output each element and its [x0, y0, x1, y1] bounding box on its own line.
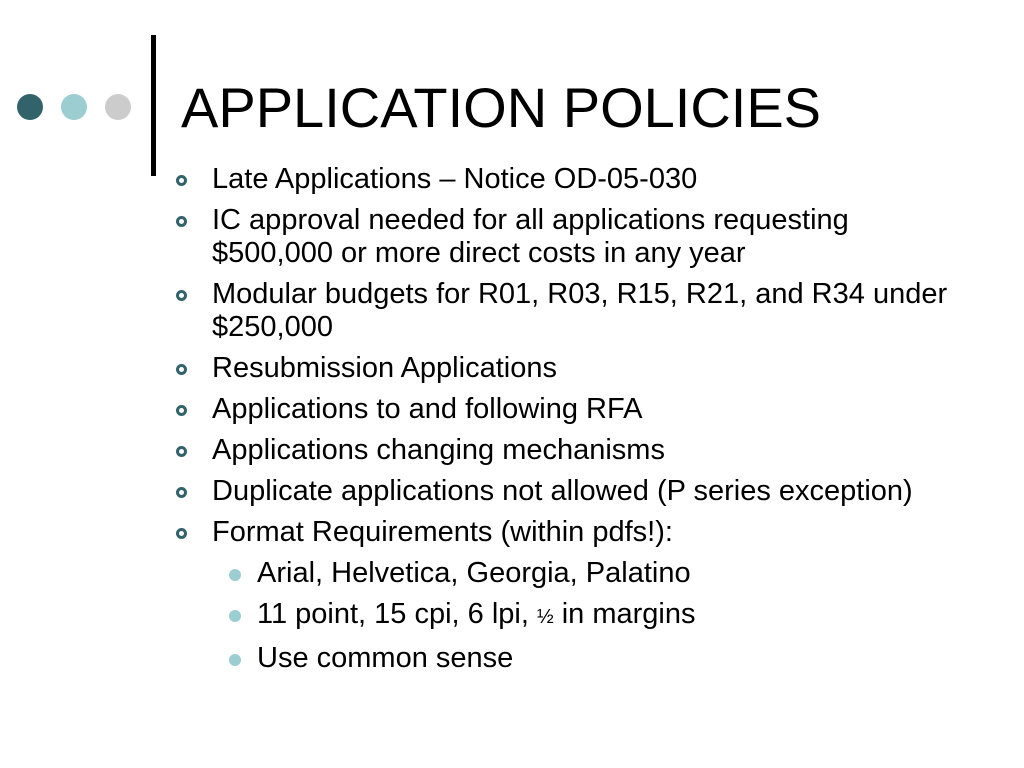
- format-requirements-list: [212, 557, 964, 675]
- ring-bullet-icon: [176, 528, 187, 539]
- sub-bullet-text: Use common sense: [257, 642, 514, 674]
- bullet-item-format-requirements: [174, 516, 964, 675]
- bullet-text: Modular budgets for R01, R03, R15, R21, and R34 under $250,000: [212, 278, 948, 343]
- spacing-suffix: in margins: [553, 598, 696, 630]
- slide-title: APPLICATION POLICIES: [181, 76, 822, 139]
- bullet-text: Applications to and following RFA: [212, 393, 643, 425]
- bullet-item: [174, 352, 964, 385]
- ring-bullet-icon: [176, 216, 187, 227]
- bullet-text: Late Applications – Notice OD-05-030: [212, 163, 698, 195]
- title-vertical-rule: [151, 35, 156, 176]
- ring-bullet-icon: [176, 487, 187, 498]
- ring-bullet-icon: [176, 364, 187, 375]
- ring-bullet-icon: [176, 446, 187, 457]
- gray-dot: [105, 94, 131, 120]
- bullet-item: [174, 393, 964, 426]
- dark-teal-dot: [17, 94, 43, 120]
- light-teal-dot: [61, 94, 87, 120]
- sub-bullet-item: [212, 642, 964, 675]
- spacing-prefix: 11 point, 15 cpi, 6 lpi,: [257, 598, 537, 630]
- slide-body: [174, 163, 964, 683]
- sub-bullet-text: [257, 598, 696, 630]
- half-inch-fraction: ½: [536, 606, 554, 628]
- sub-bullet-item: [212, 557, 964, 590]
- bullet-item: [174, 434, 964, 467]
- filled-circle-bullet-icon: [229, 654, 241, 666]
- filled-circle-bullet-icon: [229, 610, 241, 622]
- ring-bullet-icon: [176, 175, 187, 186]
- sub-bullet-text: Arial, Helvetica, Georgia, Palatino: [257, 557, 691, 589]
- bullet-item: [174, 278, 964, 344]
- bullet-item: [174, 475, 964, 508]
- sub-bullet-item: [212, 598, 964, 634]
- bullet-text: IC approval needed for all applications requesting $500,000 or more direct costs in any year: [212, 204, 849, 269]
- bullet-item: [174, 204, 964, 270]
- filled-circle-bullet-icon: [229, 569, 241, 581]
- bullet-text: Duplicate applications not allowed (P series exception): [212, 475, 913, 507]
- bullet-text: Applications changing mechanisms: [212, 434, 665, 466]
- ring-bullet-icon: [176, 290, 187, 301]
- decorative-dots: [17, 93, 135, 121]
- bullet-text: Resubmission Applications: [212, 352, 557, 384]
- bullet-item: [174, 163, 964, 196]
- ring-bullet-icon: [176, 405, 187, 416]
- bullet-text: Format Requirements (within pdfs!):: [212, 516, 673, 548]
